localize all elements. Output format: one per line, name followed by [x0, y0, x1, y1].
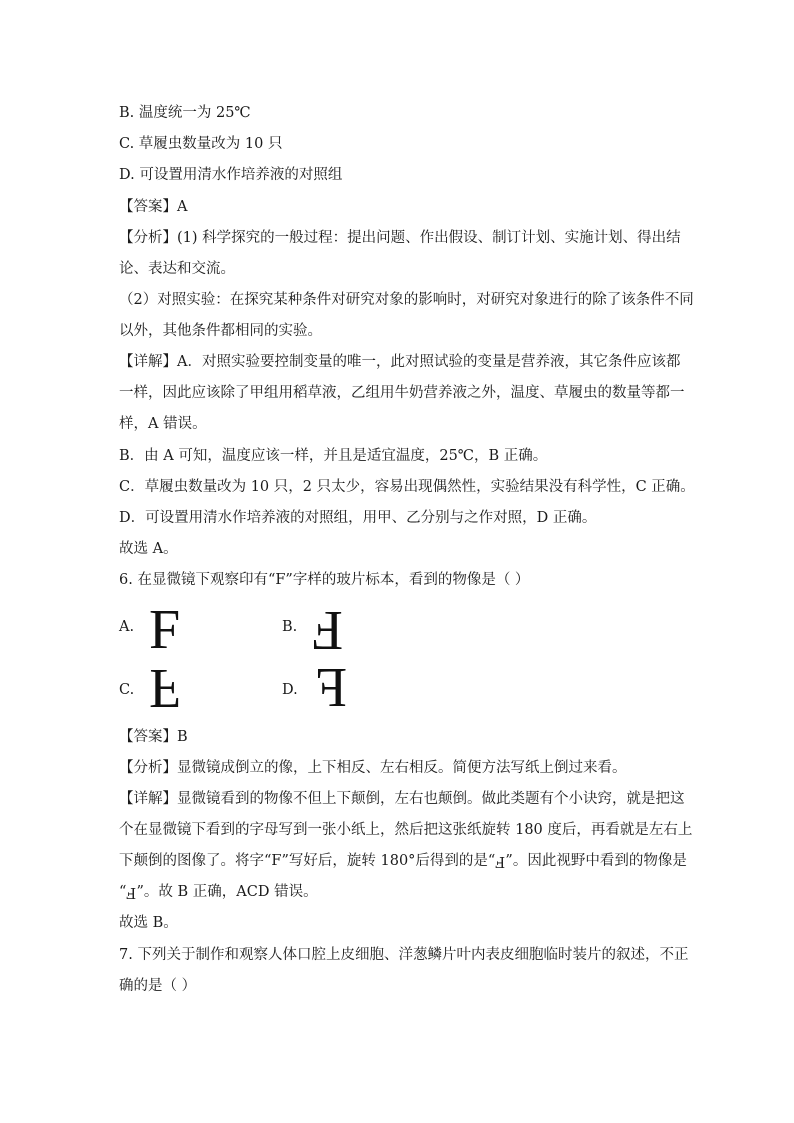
q6-detail-line1: 【详解】显微镜看到的物像不但上下颠倒，左右也颠倒。做此类题有个小诀窍，就是把这 [119, 791, 685, 807]
q6-option-c-glyph: F [149, 657, 181, 719]
q5-detail-line5: C．草履虫数量改为 10 只，2 只太少，容易出现偶然性，实验结果没有科学性，C 正确。 [119, 479, 695, 495]
q5-conclusion: 故选 A。 [119, 541, 178, 557]
q6-option-c-label: C. [119, 682, 135, 698]
q5-analysis-line4: 以外，其他条件都相同的实验。 [119, 323, 322, 339]
q5-detail-line3: 样，A 错误。 [119, 416, 207, 432]
option-d: D. 可设置用清水作培养液的对照组 [119, 167, 343, 183]
q6-detail-line2: 个在显微镜下看到的字母写到一张小纸上，然后把这张纸旋转 180 度后，再看就是左右上 [119, 822, 693, 838]
q5-analysis-line1: 【分析】(1) 科学探究的一般过程：提出问题、作出假设、制订计划、实施计划、得出结 [119, 230, 681, 246]
q6-detail-line4-a: “ [119, 884, 127, 900]
q5-detail-line4: B．由 A 可知，温度应该一样，并且是适宜温度，25℃，B 正确。 [119, 448, 548, 464]
q5-analysis-line2: 论、表达和交流。 [119, 261, 235, 277]
q6-detail-line3 [119, 852, 687, 870]
q5-detail-line2: 一样，因此应该除了甲组用稻草液，乙组用牛奶营养液之外，温度、草履虫的数量等都一 [119, 385, 685, 401]
q6-detail-line3-a: 下颠倒的图像了。将字“F”写好后，旋转 180°后得到的是“ [119, 853, 496, 869]
q6-option-d-label: D. [282, 682, 298, 698]
q6-detail-line4 [119, 883, 318, 901]
q6-stem: 6. 在显微镜下观察印有“F”字样的玻片标本，看到的物像是（ ） [119, 572, 530, 588]
q6-option-a-glyph: F [149, 599, 181, 661]
q6-conclusion: 故选 B。 [119, 915, 178, 931]
rotated-f-glyph: F [495, 853, 506, 869]
option-c: C. 草履虫数量改为 10 只 [119, 136, 283, 152]
q5-analysis-line3: （2）对照实验：在探究某种条件对研究对象的影响时，对研究对象进行的除了该条件不同 [119, 292, 694, 308]
q6-option-b-glyph: F [312, 599, 344, 661]
q7-stem-line2: 确的是（ ） [119, 978, 197, 994]
q6-detail-line4-b: ”。故 B 正确，ACD 错误。 [136, 884, 318, 900]
q5-detail-line1: 【详解】A．对照实验要控制变量的唯一，此对照试验的变量是营养液，其它条件应该都 [119, 354, 681, 370]
q6-detail-line3-b: ”。因此视野中看到的物像是 [505, 853, 687, 869]
q6-option-d-glyph: F [316, 657, 348, 719]
q6-analysis: 【分析】显微镜成倒立的像，上下相反、左右相反。简便方法写纸上倒过来看。 [119, 760, 627, 776]
q6-option-a-label: A. [119, 619, 135, 635]
q6-option-b-label: B. [282, 619, 298, 635]
q6-answer: 【答案】B [119, 729, 188, 745]
option-b: B. 温度统一为 25℃ [119, 105, 251, 121]
rotated-f-glyph-2: F [126, 884, 137, 900]
q7-stem-line1: 7. 下列关于制作和观察人体口腔上皮细胞、洋葱鳞片叶内表皮细胞临时装片的叙述，不正 [119, 947, 689, 963]
q5-detail-line6: D．可设置用清水作培养液的对照组，用甲、乙分别与之作对照，D 正确。 [119, 510, 597, 526]
q5-answer: 【答案】A [119, 199, 188, 215]
